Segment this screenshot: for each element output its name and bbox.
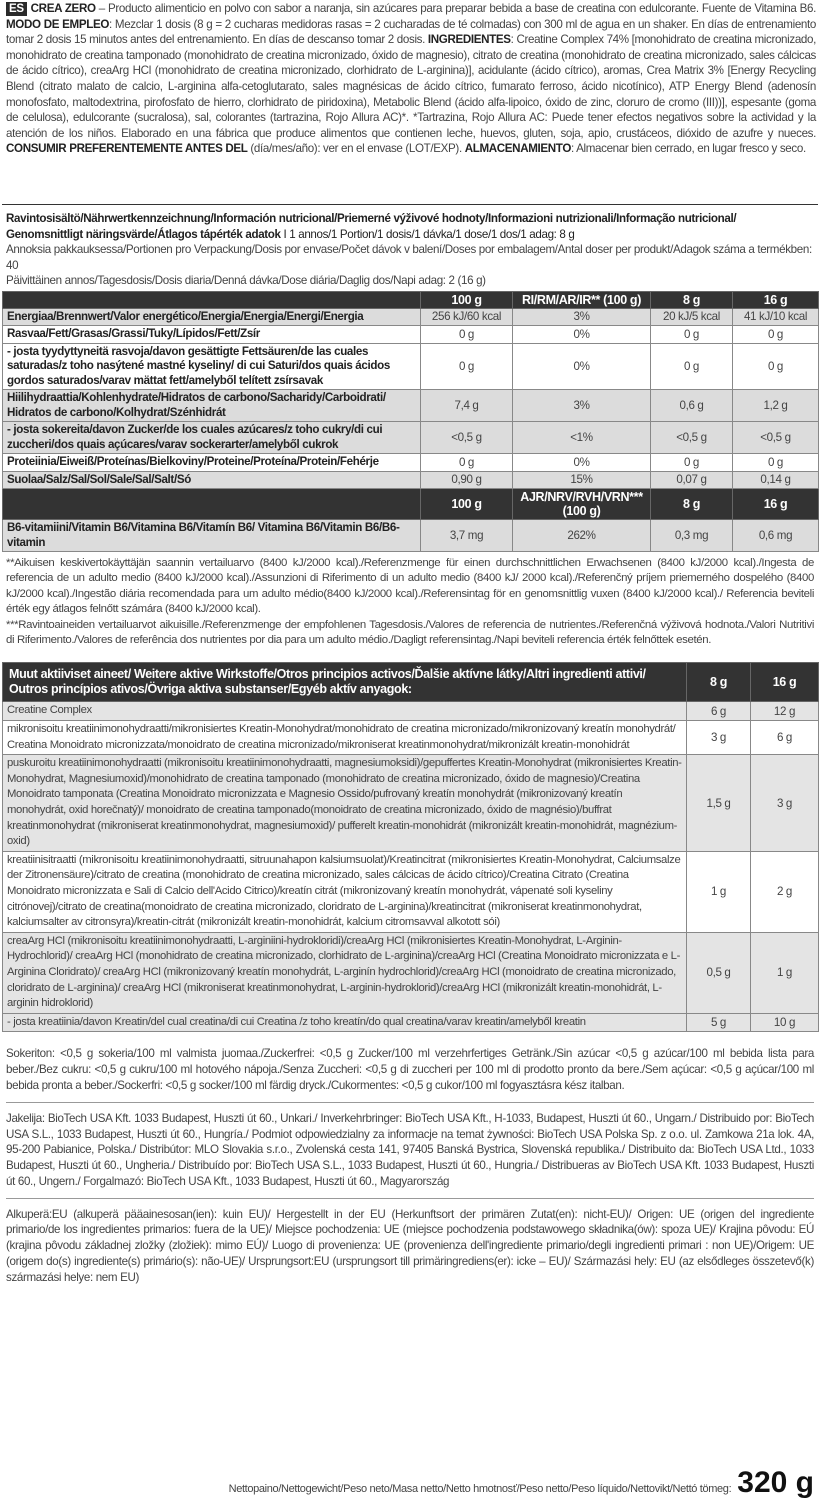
product-desc: – Producto alimenticio en polvo con sabor a naranja, sin azúcares para preparar bebida a base de creatina con edulcorante. Fuente de Vitamina B6. [95, 2, 816, 15]
vitamin-header-cell: AJR/NRV/RVH/VRN*** (100 g) [513, 489, 651, 520]
nutrition-table [2, 291, 819, 553]
nutrient-value: 15% [513, 471, 651, 489]
nutrient-label: Hiilihydraattia/Kohlenhydrate/Hidratos de carbono/Sacharidy/Carboidrati/ Hidratos de carbono/Kolhydrat/Szénhidrát [3, 390, 421, 422]
storage-label: ALMACENAMIENTO [464, 142, 571, 156]
origin-info: Alkuperä:EU (alkuperä pääainesosan(ien): kuin EU)/ Hergestellt in der EU (Herkunftsort der primären Zutat(en): nicht-EU)/ Origen: UE (origen del ingrediente primario/de los ingredientes primarios: fuera de la UE)/ Miejsce pochodzenia: UE (miejsce pochodzenia podstawowego składnika(ów): spoza UE)/ Krajina pôvodu: EÚ (krajina pôvodu základnej zložky (zložiek): mimo EÚ)/ Luogo di provenienza: UE (provenienza dell'ingrediente primario/degli ingredienti primari : non UE)/Origem: UE (origem do(s) ingrediente(s) primário(s): não-UE)/ Ursprungsort:EU (ursprungsort till primäringrediens(er): icke – EU)/ Származási hely: EU (az elsődleges összetevő(k) származási helye: nem EU) [6, 1207, 814, 1284]
nutrient-value: 0 g [421, 454, 513, 472]
vitamin-label: B6-vitamiini/Vitamin B6/Vitamina B6/Vitamín B6/ Vitamina B6/Vitamin B6/B6-vitamin [3, 520, 421, 552]
vitamin-value: 0,3 mg [651, 520, 733, 552]
active-ingredient-value: 2 g [751, 851, 819, 932]
table-row [3, 422, 819, 454]
nutrient-value: 0% [513, 343, 651, 390]
table-row [3, 932, 819, 1013]
nutrient-value: 0,90 g [421, 471, 513, 489]
nutrient-value: 7,4 g [421, 390, 513, 422]
intro-text [2, 0, 818, 204]
nutrient-value: 0 g [421, 343, 513, 390]
table-row [3, 308, 819, 326]
sugar-free-claim: Sokeriton: <0,5 g sokeria/100 ml valmista juomaa./Zuckerfrei: <0,5 g Zucker/100 ml verzehrfertiges Getränk./Sin azúcar <0,5 g azúcar/100 ml bebida lista para beber./Bez cukru: <0,5 g cukru/100 ml hotového nápoja./Senza Zuccheri: <0,5 g di zuccheri per 100 ml di prodotto pronto da bere./Sem açúcar: <0,5 g açúcar/100 ml bebida pronta a beber./Sockerfri: <0,5 g socker/100 ml färdig dryck./Cukormentes: <0,5 g cukor/100 ml fogyasztásra kész italban. [6, 1047, 814, 1092]
nutrient-value: 0,6 g [651, 390, 733, 422]
active-header-cell: Muut aktiiviset aineet/ Weitere aktive Wirkstoffe/Otros principios activos/Ďalšie aktívne látky/Altri ingredienti attivi/ Outros princípios ativos/Övriga aktiva substanser/Egyéb aktív anyagok: [3, 663, 687, 702]
storage-text: : Almacenar bien cerrado, en lugar fresco y seco. [571, 142, 806, 156]
active-ingredient-value: 3 g [687, 721, 751, 755]
nutrient-value: 0 g [651, 454, 733, 472]
active-ingredient-label: mikronisoitu kreatiinimonohydraatti/mikronisiertes Kreatin-Monohydrat/monohidrato de creatina micronizado/mikronizovaný kreatín monohydrát/ Creatina Monoidrato micronizzata/monoidrato de creatina micronizado/mikroniserat kreatinmonohydrat/mikronizált kreatin-monohidrát [3, 721, 687, 755]
nutrition-header-cell: RI/RM/AR/IR** (100 g) [513, 291, 651, 308]
vitamin-header-cell: 16 g [733, 489, 819, 520]
nutrition-header-cell: 16 g [733, 291, 819, 308]
language-badge: ES [6, 2, 27, 16]
active-header-cell: 8 g [687, 663, 751, 702]
footer-info [2, 1046, 818, 1285]
nutrient-value: 0% [513, 326, 651, 344]
nutrient-value: 1,2 g [733, 390, 819, 422]
net-weight-value: 320 g [737, 1466, 814, 1499]
product-name: CREA ZERO [30, 2, 96, 15]
daily-dose: Päivittäinen annos/Tagesdosis/Dosis diaria/Denná dávka/Dose diária/Daglig dos/Napi adag: 2 (16 g) [6, 274, 486, 287]
nutrient-value: 0% [513, 454, 651, 472]
nutrient-value: 0,07 g [651, 471, 733, 489]
active-ingredient-value: 1,5 g [687, 755, 751, 852]
active-ingredient-value: 12 g [751, 702, 819, 721]
vitamin-header-cell [3, 489, 421, 520]
table-row [3, 343, 819, 390]
active-ingredient-label: - josta kreatiinia/davon Kreatin/del cual creatina/di cui Creatina /z toho kreatín/do qual creatina/varav kreatin/amelyből kreatin [3, 1013, 687, 1032]
nutrient-label: Proteiinia/Eiweiß/Proteínas/Bielkoviny/Proteine/Proteína/Protein/Fehérje [3, 454, 421, 472]
divider [6, 1102, 814, 1103]
active-ingredient-value: 6 g [687, 702, 751, 721]
vitamin-value: 262% [513, 520, 651, 552]
nutrition-header [2, 205, 818, 291]
nutrient-value: 3% [513, 308, 651, 326]
active-ingredient-value: 6 g [751, 721, 819, 755]
nutrition-header-cell: 100 g [421, 291, 513, 308]
active-ingredient-value: 10 g [751, 1013, 819, 1032]
nutrient-value: 0 g [651, 343, 733, 390]
table-row [3, 851, 819, 932]
nutrition-header-row [3, 291, 819, 308]
nutrient-label: - josta tyydyttyneitä rasvoja/davon gesättigte Fettsäuren/de las cuales saturadas/z toho nasýtené mastné kyseliny/ di cui Saturi/dos quais ácidos gordos saturados/varav mättat fett/amelyből telített zsírsavak [3, 343, 421, 390]
use-label: MODO DE EMPLEO [6, 17, 109, 31]
table-row [3, 454, 819, 472]
net-weight [229, 1468, 814, 1498]
nutrient-value: 3% [513, 390, 651, 422]
use-text: : Mezclar 1 dosis (8 g = 2 cucharas medidoras rasas = 2 cucharadas de té colmadas) con 300 ml de agua en un shaker. En días de entrenamiento tomar 2 dosis 15 minutos antes del entrenamiento. En días de descanso tomar 2 dosis. [6, 17, 816, 47]
nutrition-header-cell [3, 291, 421, 308]
nutrient-value: 20 kJ/5 kcal [651, 308, 733, 326]
distributor-info: Jakelija: BioTech USA Kft. 1033 Budapest, Huszti út 60., Unkari./ Inverkehrbringer: BioTech USA Kft., H-1033, Budapest, Huszti út 60., Ungarn./ Distribuido por: BioTech USA S.L., 1033 Budapest, Huszti út 60., Hungría./ Podmiot odpowiedzialny za informacje na temat żywności: BioTech USA Polska Sp. z o.o. ul. Zamkowa 21a lok. 4A, 95-200 Pabianice, Polska./ Distribútor: MLO Slovakia s.r.o., Zvolenská cesta 141, 97405 Banská Bystrica, Slovenská republika./ Distribuito da: BioTech USA Ltd., 1033 Budapest, Huszti út 60., Ungheria./ Distribuído por: BioTech USA S.L., 1033 Budapest, Huszti út 60., Hungria./ Distribueras av BioTech USA Kft. 1033 Budapest, Huszti út 60., Ungern./ Forgalmazó: BioTech USA Kft., 1033 Budapest, Huszti út 60., Magyarország [6, 1111, 814, 1188]
vitamin-value: 0,6 mg [733, 520, 819, 552]
nutrient-reference-note: ***Ravintoaineiden vertailuarvot aikuisille./Referenzmenge der empfohlenen Tagesdosis./Valores de referencia de nutrientes./Referenčná výživová hodnota./Valori Nutritivi di Riferimento./Valores de referência dos nutrientes por dia para um adulto médio./Dagligt referensintag./Napi beviteli referencia érték felnőttek esetén. [6, 618, 814, 647]
vitamin-value: 3,7 mg [421, 520, 513, 552]
nutrition-section [2, 204, 818, 652]
table-row [3, 326, 819, 344]
active-ingredient-value: 5 g [687, 1013, 751, 1032]
vitamin-header-row [3, 489, 819, 520]
nutrition-title: Ravintosisältö/Nährwertkennzeichnung/Información nutricional/Priemerné výživové hodnoty/Informazioni nutrizionali/Informação nutricional/ Genomsnittligt näringsvärde/Átlagos tápérték adatok [6, 212, 737, 241]
table-row [3, 721, 819, 755]
ingredients-text: : Creatine Complex 74% [monohidrato de creatina micronizado, monohidrato de creatina tamponado (monohidrato de creatina micronizado, óxido de magnesio), citrato de creatina (monohidrato de creatina micronizado, sales cálcicas de ácido cítrico), creaArg HCl (monohidrato de creatina micronizado, clorhidrato de L-arginina)], acidulante (ácido cítrico), aromas, Crea Matrix 3% [Energy Recycling Blend (citrato malato de calcio, L-arginina alfa-cetoglutarato, sales magnésicas de ácido cítrico, fumarato ferroso, ácido nicotínico), ATP Energy Blend (adenosín monofosfato, maltodextrina, pirofosfato de hierro, clorhidrato de piridoxina), Metabolic Blend (ácido alfa-lipoico, óxido de zinc, cloruro de cromo (III))], espesante (goma de celulosa), edulcorante (sucralosa), sal, colorantes (tartrazina, Rojo Allura AC)*. *Tartrazina, Rojo Allura AC: Puede tener efectos negativos sobre la actividad y la atención de los niños. Elaborado en una fábrica que produce alimentos que contienen leche, huevos, gluten, soja, apio, crustáceos, dióxido de azufre y nueces. [6, 33, 816, 140]
active-ingredient-label: Creatine Complex [3, 702, 687, 721]
active-ingredients-table [2, 662, 819, 1032]
nutrient-value: <0,5 g [421, 422, 513, 454]
nutrient-label: - josta sokereita/davon Zucker/de los cuales azúcares/z toho cukry/di cui zuccheri/dos quais açúcares/varav sockerarter/amelyből cukrok [3, 422, 421, 454]
nutrient-value: <0,5 g [733, 422, 819, 454]
best-before-label: CONSUMIR PREFERENTEMENTE ANTES DEL [6, 142, 248, 156]
active-ingredient-value: 3 g [751, 755, 819, 852]
nutrient-value: <0,5 g [651, 422, 733, 454]
reference-intake-note: **Aikuisen keskivertokäyttäjän saannin vertailuarvo (8400 kJ/2000 kcal)./Referenzmenge für einen durchschnittlichen Erwachsenen (8400 kJ/2000 kcal)./Ingesta de referencia de un adulto medio (8400 kJ/2000 kcal)./Assunzioni di Riferimento di un adulto medio (8400 kJ/ 2000 kcal)./Referenčný príjem priemerného dospelého (8400 kJ/2000 kcal)./Ingestão diária recomendada para um adulto médio(8400 kJ/2000 kcal)./Referensintag för en genomsnittlig vuxen (8400 kJ/2000 kcal)./ Referencia beviteli érték egy átlagos felnőtt számára (8400 kJ/2000 kcal). [6, 557, 814, 616]
nutrition-notes [2, 552, 818, 652]
nutrition-header-cell: 8 g [651, 291, 733, 308]
nutrient-value: 0 g [733, 326, 819, 344]
table-row [3, 702, 819, 721]
nutrition-title-sub: I 1 annos/1 Portion/1 dosis/1 dávka/1 dose/1 dos/1 adag: 8 g [280, 227, 575, 241]
active-ingredient-value: 1 g [751, 932, 819, 1013]
vitamin-header-cell: 100 g [421, 489, 513, 520]
nutrient-value: 0 g [733, 454, 819, 472]
table-row [3, 1013, 819, 1032]
vitamin-header-cell: 8 g [651, 489, 733, 520]
nutrient-value: 0 g [651, 326, 733, 344]
nutrient-value: 0,14 g [733, 471, 819, 489]
active-header-row [3, 663, 819, 702]
best-before-text: (día/mes/año): ver en el envase (LOT/EXP). [247, 142, 465, 156]
nutrient-value: 256 kJ/60 kcal [421, 308, 513, 326]
table-row [3, 520, 819, 552]
servings-per-pack: Annoksia pakkauksessa/Portionen pro Verpackung/Dosis por envase/Počet dávok v balení/Doses por embalagem/Antal doser per produkt/Adagok száma a termékben: 40 [6, 243, 812, 272]
active-ingredient-label: creaArg HCl (mikronisoitu kreatiinimonohydraatti, L-arginiini-hydrokloridi)/creaArg HCl (mikronisiertes Kreatin-Monohydrat, L-Arginin-Hydrochlorid)/ creaArg HCl (monohidrato de creatina micronizado, clorhidrato de L-arginina)/creaArg HCl (Creatina Monoidrato micronizzata e L-Arginina Cloridrato)/ creaArg HCl (mikronizovaný kreatín monohydrát, L-arginín hydrochlorid)/creaArg HCl (monoidrato de creatina micronizado, cloridrato de L-arginina)/ creaArg HCl (mikroniserat kreatinmonohydrat, L-arginin-hydroklorid)/creaArg HCl (mikronizált kreatin-monohidrát, L-arginin hidroklorid) [3, 932, 687, 1013]
nutrient-label: Rasvaa/Fett/Grasas/Grassi/Tuky/Lípidos/Fett/Zsír [3, 326, 421, 344]
net-weight-label: Nettopaino/Nettogewicht/Peso neto/Masa netto/Netto hmotnosť/Peso netto/Peso líquido/Nettovikt/Nettó tömeg: [228, 1483, 732, 1495]
divider [6, 1198, 814, 1199]
nutrient-value: 0 g [733, 343, 819, 390]
nutrient-value: 0 g [421, 326, 513, 344]
nutrient-value: <1% [513, 422, 651, 454]
nutrient-label: Energiaa/Brennwert/Valor energético/Energia/Energia/Energi/Energia [3, 308, 421, 326]
ingredients-label: INGREDIENTES [427, 33, 511, 47]
nutrient-label: Suolaa/Salz/Sal/Sol/Sale/Sal/Salt/Só [3, 471, 421, 489]
active-ingredient-value: 0,5 g [687, 932, 751, 1013]
active-ingredient-value: 1 g [687, 851, 751, 932]
table-row [3, 471, 819, 489]
active-ingredient-label: kreatiinisitraatti (mikronisoitu kreatiinimonohydraatti, sitruunahapon kalsiumsuolat)/Kreatincitrat (mikronisiertes Kreatin-Monohydrat, Calciumsalze der Zitronensäure)/citrato de creatina (monohidrato de creatina micronizado, sales cálcicas de ácido cítrico)/Creatina Citrato (Creatina Monoidrato micronizzata e Sali di Calcio dell'Acido Citrico)/kreatín citrát (mikronizovaný kreatín monohydrát, vápenaté soli kyseliny citrónovej)/citrato de creatina(monoidrato de creatina micronizado, cloridrato de L-arginina)/kreatincitrat (mikroniserat kreatinmonohydrat, kalciumsalter av citronsyra)/kreatin-citrát (mikronizált kreatin-monohidrát, kalcium citromsavval alkotott sói) [3, 851, 687, 932]
table-row [3, 390, 819, 422]
nutrient-value: 41 kJ/10 kcal [733, 308, 819, 326]
table-row [3, 755, 819, 852]
active-ingredient-label: puskuroitu kreatiinimonohydraatti (mikronisoitu kreatiinimonohydraatti, magnesiumoksidi)/gepuffertes Kreatin-Monohydrat (mikronisiertes Kreatin-Monohydrat, Magnesiumoxid)/monohidrato de creatina tamponado (monohidrato de creatina micronizado, óxido de magnesio)/Creatina Monoidrato tamponata (Creatina Monoidrato micronizzata e Magnesio Ossido/pufrovaný kreatín monohydrát (mikronizovaný kreatín monohydrát, oxid horečnatý)/ monoidrato de creatina tamponado(monoidrato de creatina micronizado, óxido de magnésio)/buffrat kreatinmonohydrat (mikroniserat kreatinmonohydrat, magnesiumoxid)/ pufferelt kreatin-monohidrát (mikronizált kreatin-monohidrát, magnézium-oxid) [3, 755, 687, 852]
active-header-cell: 16 g [751, 663, 819, 702]
